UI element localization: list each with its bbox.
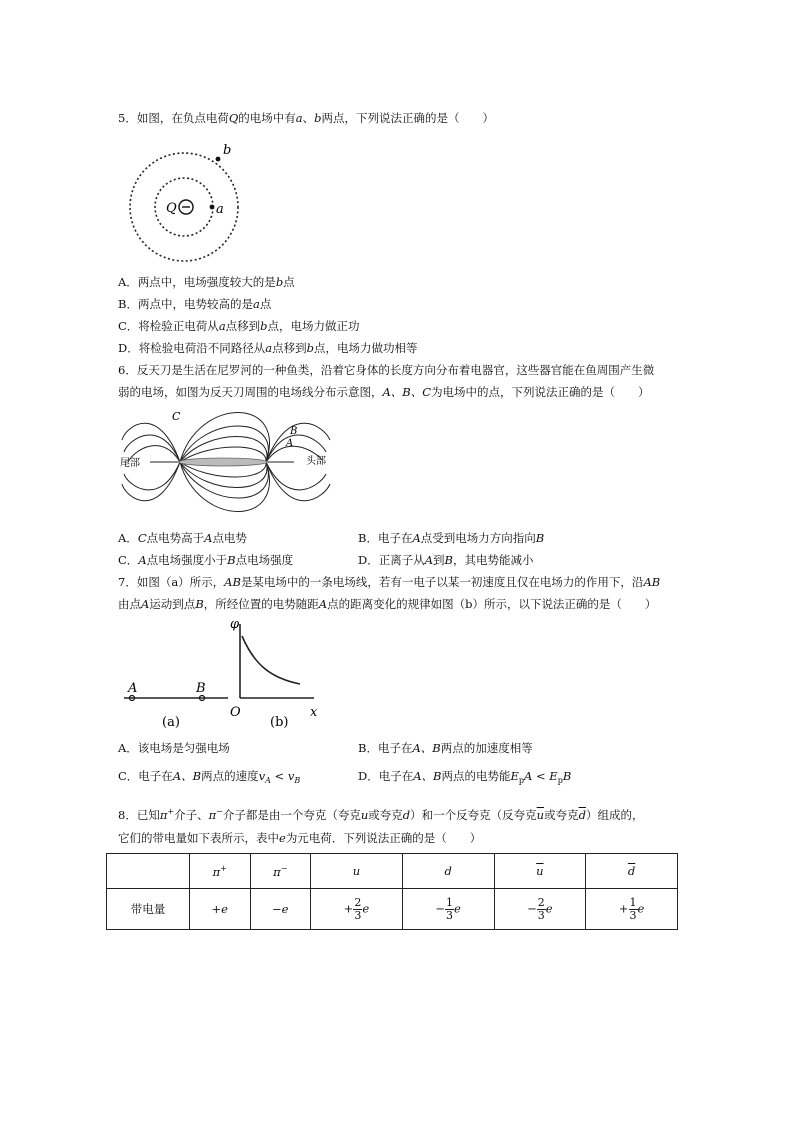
- point-a-label: A: [128, 681, 138, 696]
- q5-option-a[interactable]: A．两点中，电场强度较大的是b点: [118, 275, 295, 289]
- q7-figure: [118, 616, 328, 732]
- point-a-label: A: [286, 438, 294, 449]
- q6-option-a[interactable]: A．C点电势高于A点电势: [118, 531, 247, 545]
- potential-curve: [242, 636, 300, 684]
- header-d: d: [402, 854, 494, 889]
- caption-b: (b): [270, 715, 289, 730]
- q5-option-d[interactable]: D．将检验电荷沿不同路径从a点移到b点，电场力做功相等: [118, 341, 418, 355]
- cell-dbar: + $\frac{1}{3}$ e: [586, 889, 678, 930]
- q6-field-figure: [118, 406, 350, 522]
- q5-figure: [128, 140, 258, 268]
- q7-option-d[interactable]: D．电子在A、B两点的电势能$E_pA < E_pB$: [358, 769, 572, 785]
- q6-stem-line1: 6．反天刀是生活在尼罗河的一种鱼类，沿着它身体的长度方向分布着电器官，这些器官能在鱼周围产生微: [118, 363, 655, 377]
- q6-option-d[interactable]: D．正离子从A到B，其电势能减小: [358, 553, 534, 567]
- head-label: 头部: [306, 456, 326, 467]
- row-label: 带电量: [107, 889, 190, 930]
- q5-option-c[interactable]: C．将检验正电荷从a点移到b点，电场力做正功: [118, 319, 360, 333]
- header-dbar: $\overline{d}$: [586, 854, 678, 889]
- q7-option-a[interactable]: A．该电场是匀强电场: [118, 741, 230, 755]
- q7-stem-line1: 7．如图（a）所示，AB是某电场中的一条电场线，若有一电子以某一初速度且仅在电场力的作用下，沿AB: [118, 575, 661, 589]
- origin-label: O: [230, 705, 241, 720]
- q5-stem: 5．如图，在负点电荷Q的电场中有a、b两点，下列说法正确的是（ ）: [118, 111, 494, 125]
- cell-ubar: − $\frac{2}{3}$ e: [494, 889, 586, 930]
- table-row: [107, 889, 678, 930]
- header-pi-minus: π−: [250, 854, 311, 889]
- header-ubar: $\overline{u}$: [494, 854, 586, 889]
- charge-label: Q: [166, 201, 177, 216]
- fish-body: [179, 458, 267, 466]
- q7-figure-b: [230, 617, 318, 730]
- x-label: x: [310, 705, 318, 720]
- cell-pi-minus: −e: [250, 889, 311, 930]
- header-u: u: [311, 854, 403, 889]
- caption-a: (a): [162, 715, 180, 730]
- q5-option-b[interactable]: B．两点中，电势较高的是a点: [118, 297, 272, 311]
- cell-u: + $\frac{2}{3}$ e: [311, 889, 403, 930]
- q7-option-b[interactable]: B．电子在A、B两点的加速度相等: [358, 741, 533, 755]
- point-c-label: C: [172, 410, 181, 423]
- q8-stem-line2: 它们的带电量如下表所示，表中e为元电荷．下列说法正确的是（ ）: [118, 831, 482, 845]
- table-header-row: [107, 854, 678, 889]
- q7-option-c[interactable]: C．电子在A、B两点的速度$v_A < v_B$: [118, 769, 301, 785]
- q7-figure-a: [124, 681, 228, 730]
- q7-stem-line2: 由点A运动到点B，所经位置的电势随距A点的距离变化的规律如图（b）所示，以下说法正确的是（ ）: [118, 597, 657, 611]
- phi-label: φ: [230, 617, 240, 632]
- q6-stem-line2: 弱的电场，如图为反天刀周围的电场线分布示意图，A、B、C为电场中的点，下列说法正确的是（ ）: [118, 385, 650, 399]
- point-a: [210, 205, 215, 210]
- point-a-label: a: [216, 202, 224, 217]
- charge-table: [106, 853, 678, 930]
- point-b-label: B: [196, 681, 206, 696]
- cell-pi-plus: +e: [190, 889, 251, 930]
- point-b: [216, 157, 221, 162]
- tail-label: 尾部: [120, 458, 140, 469]
- point-b-label: b: [223, 143, 232, 158]
- q6-option-c[interactable]: C．A点电场强度小于B点电场强度: [118, 553, 294, 567]
- table-corner-cell: [107, 854, 190, 889]
- q8-stem-line1: 8．已知π+介子、π−介子都是由一个夸克（夸克u或夸克d）和一个反夸克（反夸克$\overline{u}$或夸克$\overline{d}$）组成的，: [118, 807, 644, 822]
- header-pi-plus: π+: [190, 854, 251, 889]
- point-b-label: B: [290, 426, 298, 437]
- q6-option-b[interactable]: B．电子在A点受到电场力方向指向B: [358, 531, 545, 545]
- cell-d: − $\frac{1}{3}$ e: [402, 889, 494, 930]
